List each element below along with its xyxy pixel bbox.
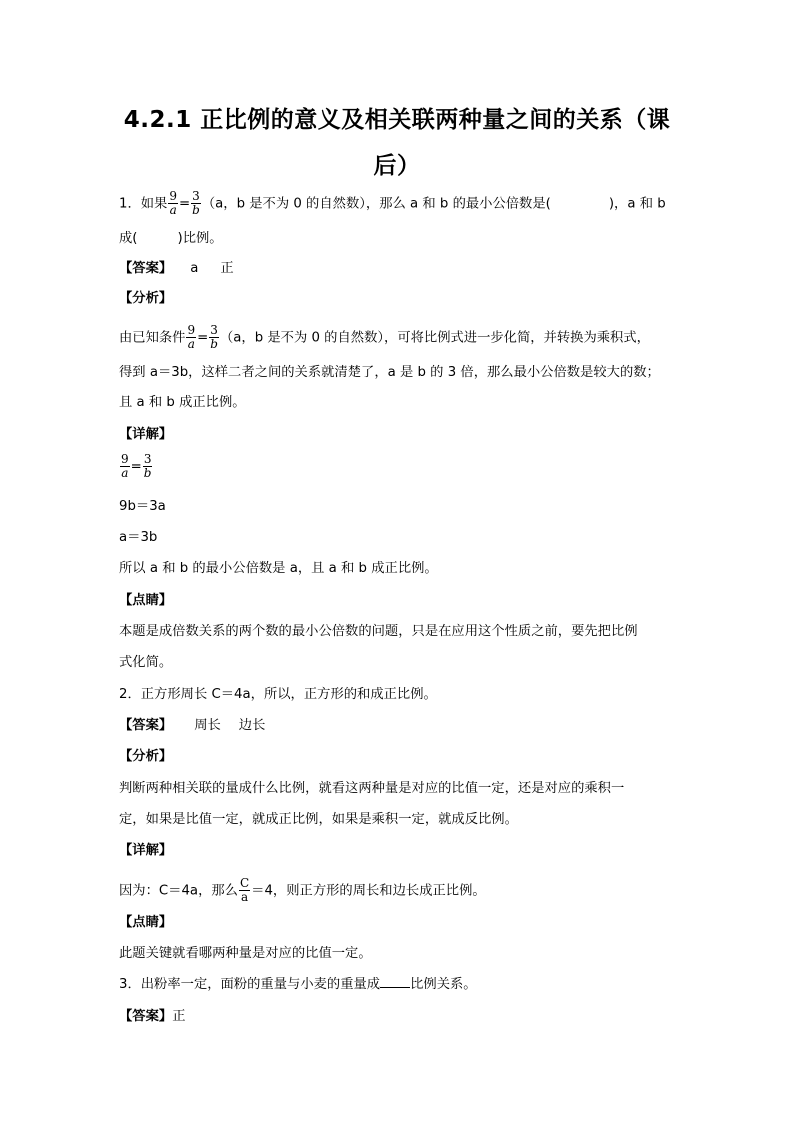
q1-stem-line-1 [119,190,666,217]
analysis-fraction-9-over-a: $\frac{9}{a}$ [187,323,196,351]
q1-note-label: 【点睛】 [119,593,173,608]
q1-answer: 【答案】 a 正 [119,261,234,276]
title-line-1: 4.2.1 正比例的意义及相关联两种量之间的关系（课 [123,107,671,133]
q3-stem: 3．出粉率一定，面粉的重量与小麦的重量成 比例关系。 [119,977,477,992]
q1-stem-mid: （a，b 是不为 0 的自然数），那么 a 和 b 的最小公倍数是( [201,196,551,212]
q1-detail-step-2: a＝3b [119,530,158,545]
q2-answer: 【答案】 周长 边长 [119,718,266,733]
q2-note-label: 【点睛】 [119,915,173,930]
q1-analysis-line-2: 得到 a＝3b，这样二者之间的关系就清楚了，a 是 b 的 3 倍，那么最小公倍数是较大的数； [119,365,660,380]
q2-detail: 因为：C＝4a，那么 $\frac{C}{a}$ ＝4，则正方形的周长和边长成正比例。 [119,876,486,904]
q2-note-line-1: 此题关键就看哪两种量是对应的比值一定。 [119,946,372,961]
q3-blank [380,975,410,988]
analysis-fraction-3-over-b: $\frac{3}{b}$ [210,323,218,351]
q2-analysis-label: 【分析】 [119,749,173,764]
q1-note-line-1: 本题是成倍数关系的两个数的最小公倍数的问题，只是在应用这个性质之前，要先把比例 [119,624,638,639]
document-title [100,97,694,189]
q1-stem-mid-2: )，a 和 b [608,196,666,212]
q1-analysis-label: 【分析】 [119,291,173,306]
q2-analysis-line-2: 定，如果是比值一定，就成正比例，如果是乘积一定，就成反比例。 [119,812,518,827]
q1-stem-line-2: 成( )比例。 [119,231,223,246]
q1-detail-label: 【详解】 [119,427,173,442]
q1-analysis-line-1: 由已知条件 $\frac{9}{a}$ = $\frac{3}{b}$ （a，b 是不为 0 的自然数），可将比例式进一步化简，并转换为乘积式， [119,323,650,351]
q1-fraction-3-over-b: $\frac{3}{b}$ [192,189,200,217]
q2-analysis-line-1: 判断两种相关联的量成什么比例，就看这两种量是对应的比值一定，还是对应的乘积一 [119,781,625,796]
answer-label: 【答案】 [119,261,173,276]
q1-note-line-2: 式化简。 [119,655,173,670]
q1-detail-conclusion: 所以 a 和 b 的最小公倍数是 a，且 a 和 b 成正比例。 [119,561,438,576]
q1-detail-step-1: 9b＝3a [119,499,166,514]
detail-fraction-3-over-b: $\frac{3}{b}$ [143,452,152,480]
title-line-2: 后） [373,153,421,179]
q1-stem-pre: 1．如果 [119,196,168,212]
q2-stem: 2．正方形周长 C＝4a，所以，正方形的和成正比例。 [119,687,437,702]
q1-analysis-line-3: 且 a 和 b 成正比例。 [119,395,246,410]
q1-fraction-9-over-a: $\frac{9}{a}$ [169,189,177,217]
q1-equals: = [179,196,191,212]
q3-answer: 【答案】正 [119,1009,186,1024]
q2-detail-label: 【详解】 [119,843,173,858]
q2-fraction-c-over-a: $\frac{C}{a}$ [239,876,250,904]
q1-detail-equation: $\frac{9}{a}$ = $\frac{3}{b}$ [121,452,152,480]
detail-fraction-9-over-a: $\frac{9}{a}$ [121,452,129,480]
